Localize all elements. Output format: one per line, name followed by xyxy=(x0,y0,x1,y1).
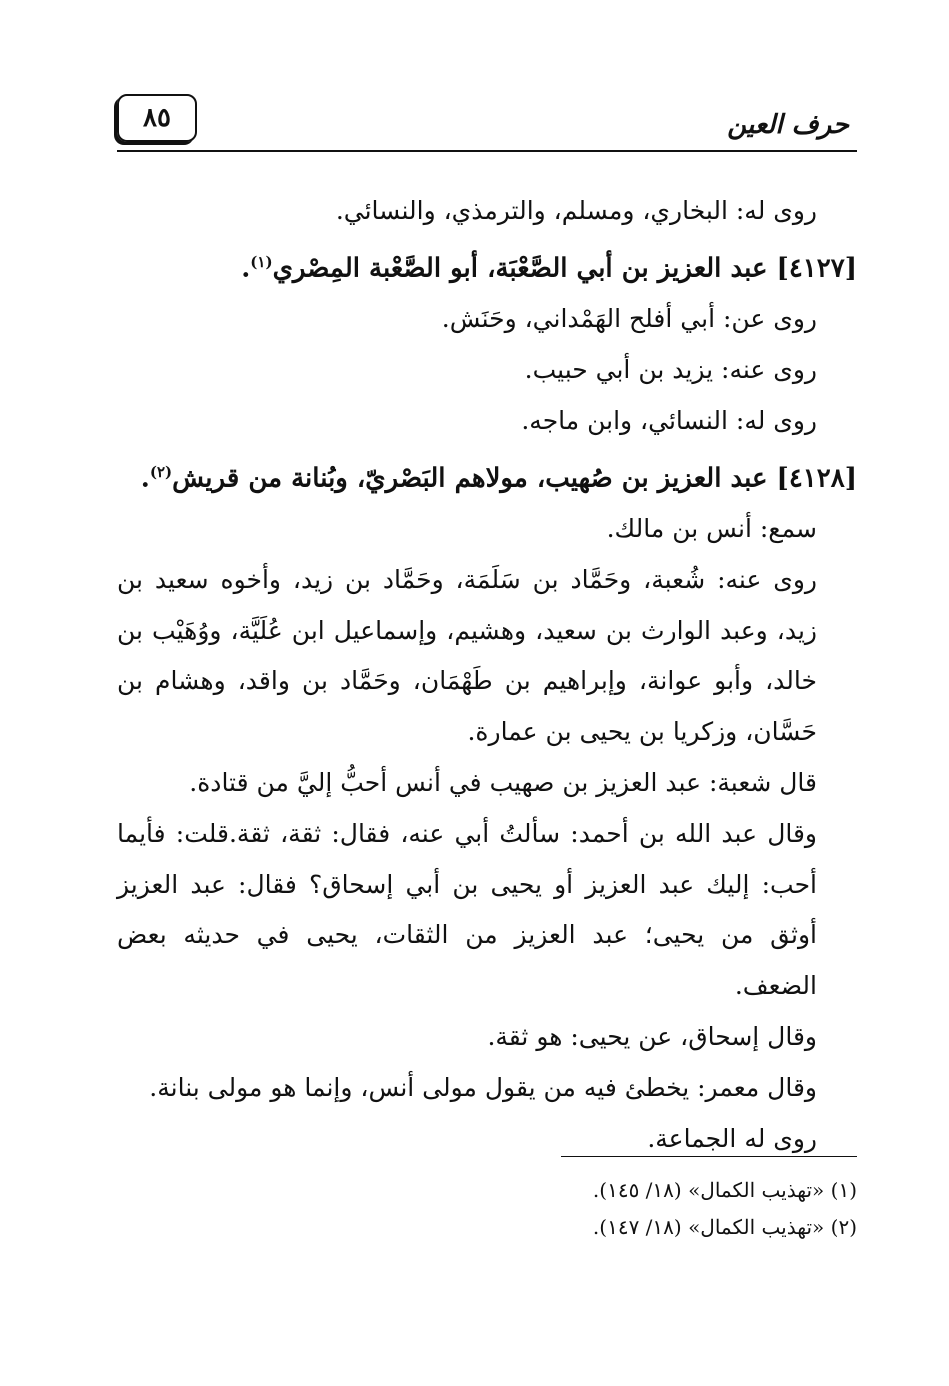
paragraph-mamar-quote: وقال معمر: يخطئ فيه من يقول مولى أنس، وإنما هو مولى بنانة. xyxy=(149,1072,817,1102)
entry-4127-end: . xyxy=(241,253,251,284)
body-text xyxy=(117,186,857,1164)
paragraph-abdullah-quote: وقال عبد الله بن أحمد: سألتُ أبي عنه، فقال: ثقة، ثقة.قلت: فأيما أحب: إليك عبد العزيز أو يحيى بن أبي إسحاق؟ فقال: عبد العزيز أوثق من يحيى؛ عبد العزيز من الثقات، يحيى في حديثه بعض الضعف. xyxy=(117,818,817,1001)
entry-4127-title: [٤١٢٧] عبد العزيز بن أبي الصَّعْبَة، أبو الصَّعْبة المِصْري xyxy=(272,253,857,284)
entry-4128-title: [٤١٢٨] عبد العزيز بن صُهيب، مولاهم البَصْريّ، وبُنانة من قريش xyxy=(172,463,857,494)
entry-4128-end: . xyxy=(140,463,150,494)
page-number: ٨٥ xyxy=(143,103,171,133)
footnote-ref-1[interactable]: (١) xyxy=(250,252,273,271)
paragraph-narrated-for: روى له: النسائي، وابن ماجه. xyxy=(521,405,817,435)
paragraph-narrators: روى عنه: شُعبة، وحَمَّاد بن سَلَمَة، وحَمَّاد بن زيد، وأخوه سعيد بن زيد، وعبد الوارث بن سعيد، وهشيم، وإسماعيل ابن عُلَيَّة، ووُهَيْب بن خالد، وأبو عوانة، وإبراهيم بن طَهْمَان، وحَمَّاد بن واقد، وهشام بن حَسَّان، وزكريا بن يحيى بن عمارة. xyxy=(117,564,817,747)
header-rule xyxy=(117,150,857,152)
entry-4127-heading xyxy=(117,237,857,294)
paragraph-shuba-quote: قال شعبة: عبد العزيز بن صهيب في أنس أحبُّ إليَّ من قتادة. xyxy=(189,768,817,798)
footnote-rule xyxy=(561,1156,857,1157)
paragraph-narrated-by: روى له: البخاري، ومسلم، والترمذي، والنسائي. xyxy=(335,196,817,225)
footnote-2: (٢) «تهذيب الكمال» (١٨/ ١٤٧). xyxy=(592,1215,857,1239)
running-title: حرف العين xyxy=(727,110,849,140)
entry-4128-heading xyxy=(117,447,857,504)
footnote-1: (١) «تهذيب الكمال» (١٨/ ١٤٥). xyxy=(592,1178,857,1202)
paragraph-narrated-from: روى عن: أبي أفلح الهَمْداني، وحَنَش. xyxy=(441,304,817,334)
paragraph-ishaq-quote: وقال إسحاق، عن يحيى: هو ثقة. xyxy=(487,1022,817,1052)
paragraph-narrated-by-all: روى له الجماعة. xyxy=(647,1123,817,1153)
footnotes xyxy=(117,1172,857,1246)
footnote-ref-2[interactable]: (٢) xyxy=(149,462,173,481)
paragraph-narrated-about: روى عنه: يزيد بن أبي حبيب. xyxy=(524,355,817,385)
paragraph-heard: سمع: أنس بن مالك. xyxy=(606,514,817,544)
page-number-box xyxy=(117,94,197,142)
